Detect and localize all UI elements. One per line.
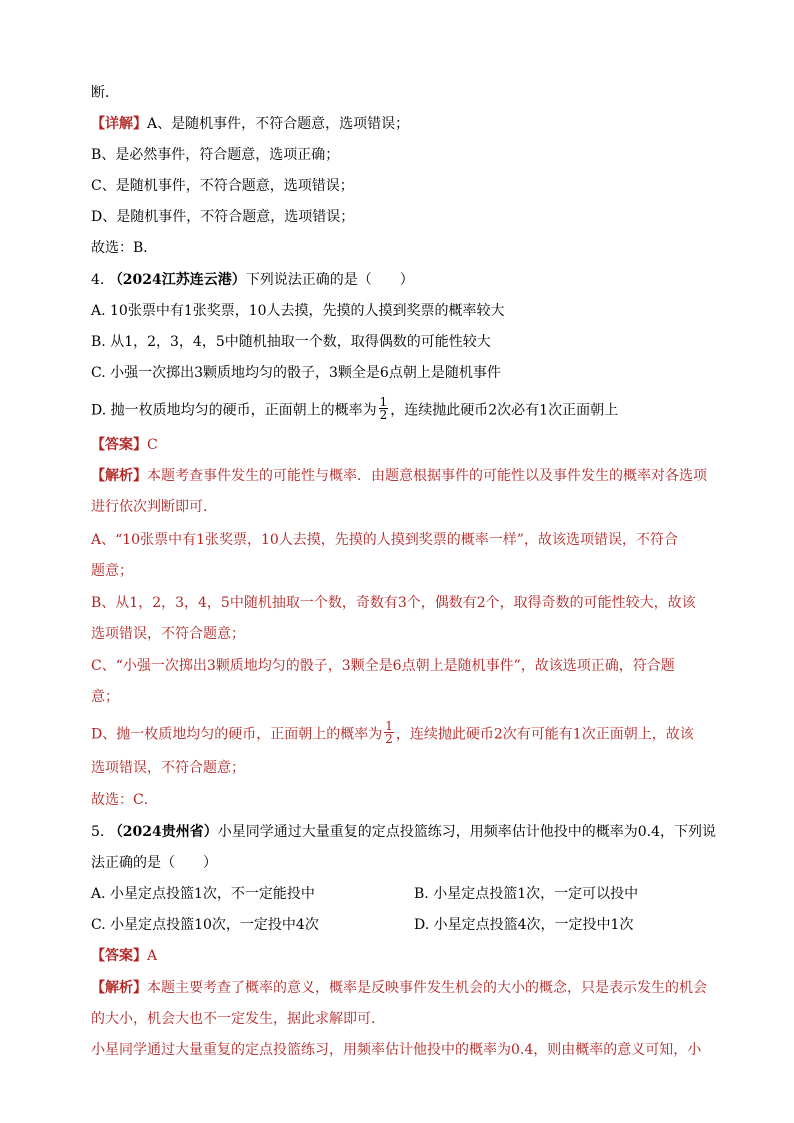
question-4-stem [91,270,703,290]
analysis-b-line: B、从1，2，3，4，5中随机抽取一个数，奇数有3个，偶数有2个，取得奇数的可能性较大，故该 [91,595,696,611]
analysis-text: 本题考查事件发生的可能性与概率．由题意根据事件的可能性以及事件发生的概率对各选项 [147,468,707,484]
analysis-a-line: A、“10张票中有1张奖票，10人去摸，先摸的人摸到奖票的概率一样”，故该选项错误，不符合 [91,532,678,548]
conclusion-line: 故选：C． [91,792,158,808]
option-d [91,395,703,423]
answer-line [91,435,703,455]
detail-text: A、是随机事件，不符合题意，选项错误； [147,116,410,132]
analysis-d-line [91,719,703,747]
question-number: 4. [91,272,105,288]
option-c: C. 小星定点投篮10次，一定投中4次 [91,917,319,933]
option-b: B. 从1，2，3，4，5中随机抽取一个数，取得偶数的可能性较大 [91,334,491,350]
question-5-stem [91,822,717,842]
option-b: B. 小星定点投篮1次，一定可以投中 [414,886,639,902]
analysis-tag: 【解析】 [91,980,147,996]
question-source: （2024贵州省） [108,824,218,840]
option-c: C. 小强一次掷出3颗质地均匀的骰子，3颗全是6点朝上是随机事件 [91,365,501,381]
question-number: 5. [91,824,105,840]
detail-line: B、是必然事件，符合题意，选项正确； [91,147,340,163]
answer-tag: 【答案】 [91,437,147,453]
answer-value: C [147,437,158,453]
option-a: A. 10张票中有1张奖票，10人去摸，先摸的人摸到奖票的概率较大 [91,303,505,319]
detail-line: D、是随机事件，不符合题意，选项错误； [91,209,355,225]
detail-line: C、是随机事件，不符合题意，选项错误； [91,178,354,194]
question-text: 下列说法正确的是（ ） [245,272,414,288]
fraction [384,720,394,745]
analysis-line: 进行依次判断即可． [91,499,217,515]
answer-tag: 【答案】 [91,948,147,964]
question-5-stem: 法正确的是（ ） [91,855,217,871]
option-a: A. 小星定点投篮1次，不一定能投中 [91,886,315,902]
question-source: （2024江苏连云港） [108,272,246,288]
analysis-line [91,466,707,486]
question-text: 小星同学通过大量重复的定点投篮练习，用频率估计他投中的概率为0.4，下列说 [217,824,717,840]
option-d-text-post: ，连续抛此硬币2次必有1次正面朝上 [390,402,619,419]
detail-tag: 【详解】 [91,116,147,132]
fraction-numerator: 1 [379,395,388,409]
analysis-b-line: 选项错误，不符合题意； [91,626,245,642]
analysis-tag: 【解析】 [91,468,147,484]
analysis-d-text-pre: D、抛一枚质地均匀的硬币，正面朝上的概率为 [91,726,383,743]
analysis-c-line: C、“小强一次掷出3颗质地均匀的骰子，3颗全是6点朝上是随机事件”，故该选项正确，符合题 [91,658,675,674]
analysis-line: 的大小，机会大也不一定发生，据此求解即可． [91,1011,385,1027]
text-line: 断． [91,85,119,101]
conclusion-line: 故选：B． [91,240,158,256]
option-d-text-pre: D. 抛一枚质地均匀的硬币，正面朝上的概率为 [91,402,377,419]
fraction-denominator: 2 [379,408,388,422]
option-d: D. 小星定点投篮4次，一定投中1次 [414,917,634,933]
answer-line [91,946,703,966]
analysis-c-line: 意； [91,689,119,705]
fraction-numerator: 1 [385,719,393,733]
analysis-text: 本题主要考查了概率的意义，概率是反映事件发生机会的大小的概念，只是表示发生的机会 [147,980,707,996]
detail-line [91,114,703,134]
analysis-d-text-post: ，连续抛此硬币2次有可能有1次正面朝上，故该 [395,726,694,743]
fraction-denominator: 2 [385,732,393,746]
answer-value: A [147,948,158,964]
analysis-line: 小星同学通过大量重复的定点投篮练习，用频率估计他投中的概率为0.4，则由概率的意义可知，小 [91,1042,702,1058]
analysis-d-line: 选项错误，不符合题意； [91,760,245,776]
analysis-a-line: 题意； [91,563,133,579]
fraction [379,396,389,421]
analysis-line [91,978,707,998]
